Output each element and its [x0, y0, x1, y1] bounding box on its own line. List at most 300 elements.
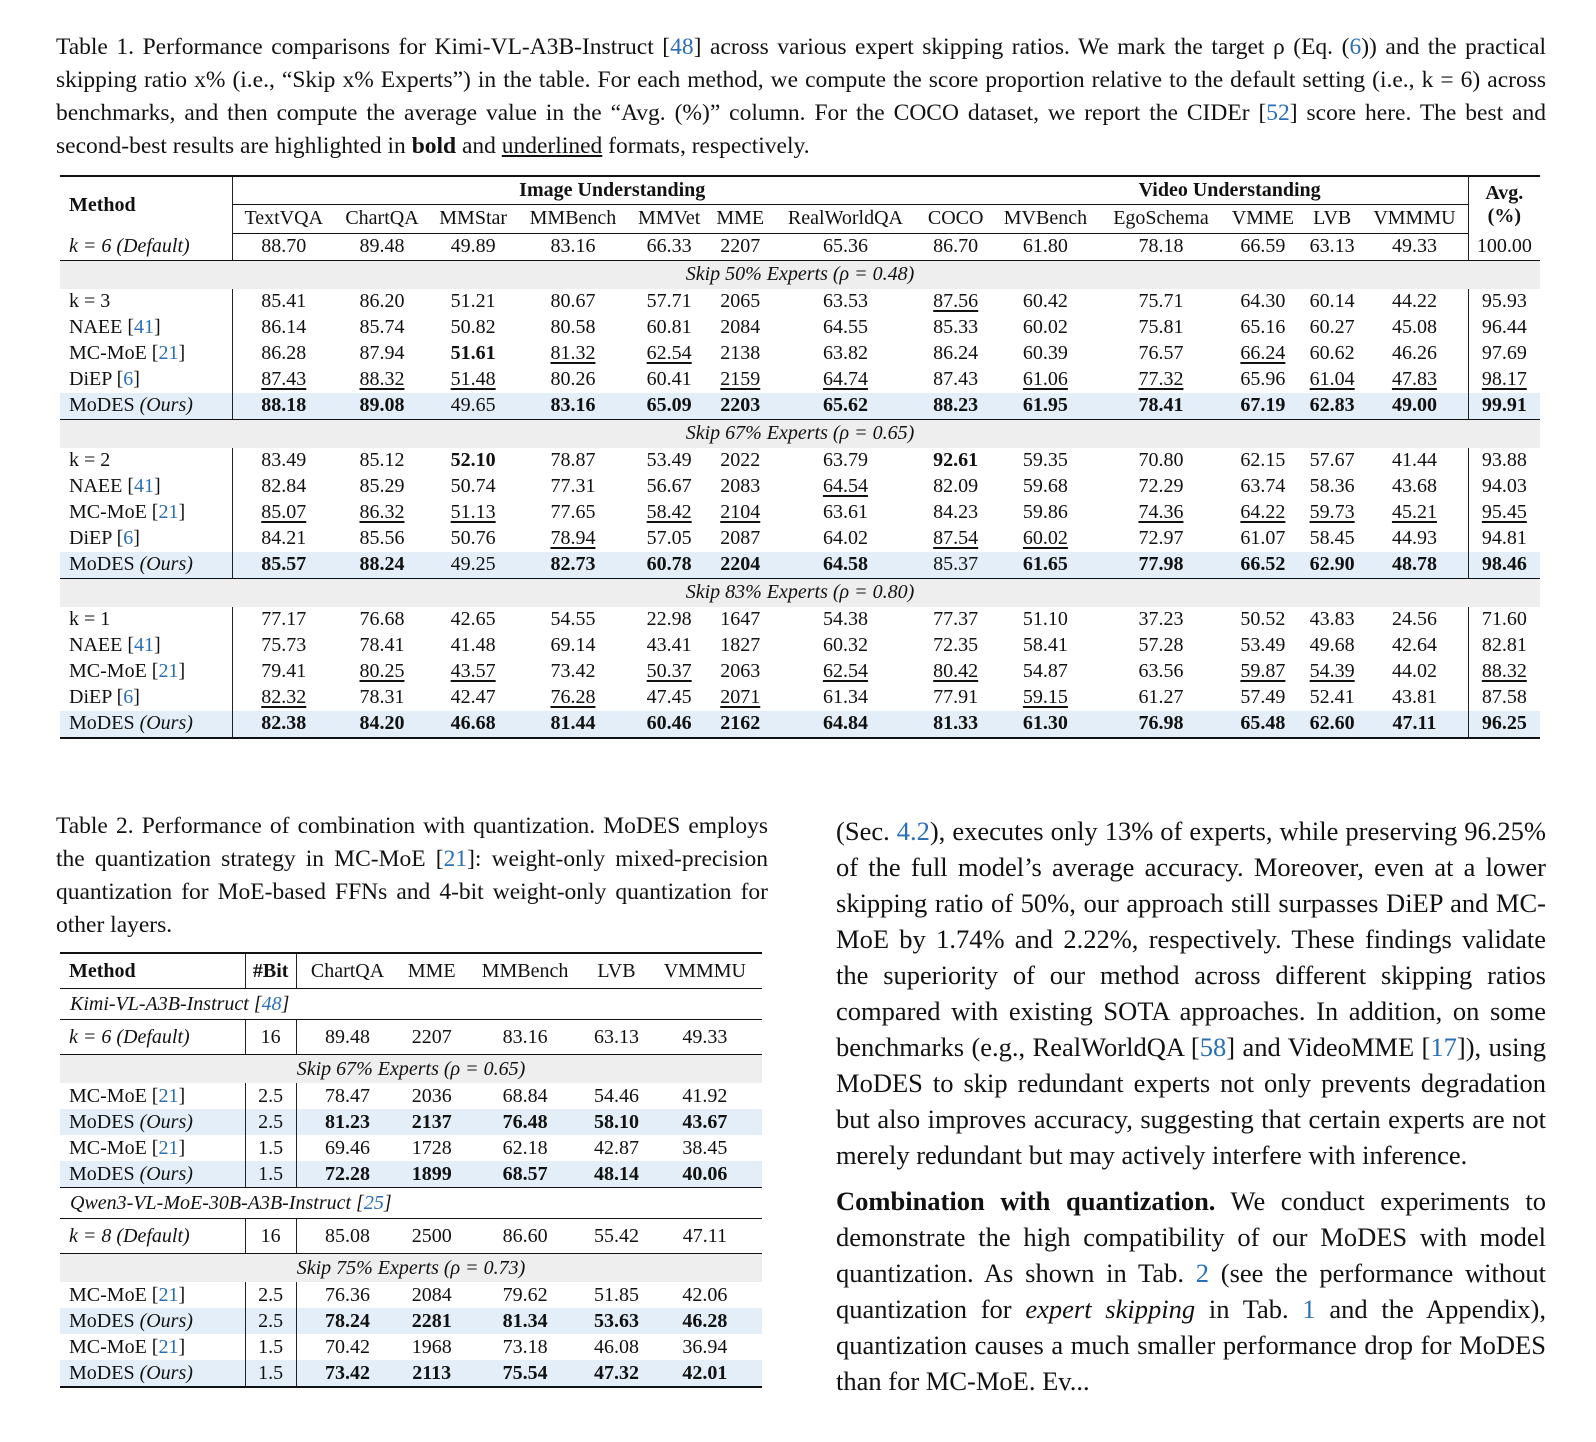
value-cell: 41.44	[1391, 449, 1437, 471]
value-cell: 63.53	[822, 290, 868, 312]
table-link[interactable]: 1	[1302, 1294, 1316, 1324]
value-cell: 47.11	[648, 1219, 762, 1254]
value-cell: 50.82	[450, 316, 496, 338]
avg-cell: 87.58	[1468, 685, 1540, 711]
avg-cell: 71.60	[1468, 607, 1540, 633]
value-cell: 59.87	[1240, 660, 1286, 682]
value-cell: 76.57	[1138, 342, 1184, 364]
column-header: MMStar	[429, 205, 517, 233]
value-cell: 82.38	[232, 711, 334, 738]
value-cell: 82.09	[933, 475, 979, 497]
value-cell: 87.54	[933, 527, 979, 549]
value-cell: 47.83	[1391, 368, 1437, 390]
value-cell: 62.15	[1240, 449, 1286, 471]
value-cell: 77.65	[550, 501, 596, 523]
value-cell: 37.23	[1138, 608, 1184, 630]
citation-link[interactable]: 21	[443, 846, 468, 872]
value-cell: 59.68	[1022, 475, 1068, 497]
value-cell: 69.14	[550, 634, 596, 656]
column-header: MMVet	[629, 205, 709, 233]
value-cell: 2159	[720, 368, 761, 390]
value-cell: 65.36	[771, 233, 920, 260]
value-cell: 85.29	[359, 475, 405, 497]
method-cell: k = 8 (Default)	[60, 1219, 245, 1254]
value-cell: 46.08	[593, 1335, 639, 1358]
value-cell: 70.42	[325, 1335, 371, 1358]
value-cell: 47.45	[646, 686, 692, 708]
value-cell: 53.49	[1240, 634, 1286, 656]
method-cell: MC-MoE [21]	[60, 1334, 245, 1360]
value-cell: 70.80	[1138, 449, 1184, 471]
value-cell: 61.34	[822, 686, 868, 708]
equation-link[interactable]: 6	[1349, 34, 1362, 60]
value-cell: 2138	[720, 342, 761, 364]
value-cell: 58.41	[1022, 634, 1068, 656]
value-cell: 59.15	[1022, 686, 1068, 708]
column-header: LVB	[1303, 205, 1361, 233]
value-cell: 42.87	[593, 1136, 639, 1159]
value-cell: 62.60	[1303, 711, 1361, 738]
value-cell: 85.37	[920, 552, 992, 579]
value-cell: 48.78	[1361, 552, 1468, 579]
method-cell: k = 1	[60, 607, 232, 633]
value-cell: 46.68	[429, 711, 517, 738]
value-cell: 60.62	[1309, 342, 1355, 364]
value-cell: 2083	[720, 475, 761, 497]
citation-link[interactable]: 48	[670, 34, 694, 60]
method-cell: MC-MoE [21]	[60, 1282, 245, 1308]
model-name: Qwen3-VL-MoE-30B-A3B-Instruct [25]	[60, 1188, 762, 1219]
value-cell: 88.32	[359, 368, 405, 390]
value-cell: 43.83	[1309, 608, 1355, 630]
table-row	[60, 393, 1540, 420]
value-cell: 60.39	[1022, 342, 1068, 364]
value-cell: 2087	[720, 527, 761, 549]
value-cell: 2137	[399, 1109, 465, 1135]
table-row	[60, 315, 1540, 341]
value-cell: 51.61	[450, 342, 496, 364]
value-cell: 82.73	[517, 552, 629, 579]
value-cell: 40.06	[648, 1161, 762, 1188]
value-cell: 64.84	[771, 711, 920, 738]
value-cell: 49.33	[1361, 233, 1468, 260]
table-link[interactable]: 2	[1195, 1258, 1210, 1288]
table-row	[60, 1360, 762, 1387]
value-cell: 63.79	[822, 449, 868, 471]
value-cell: 87.56	[933, 290, 979, 312]
bit-cell: 1.5	[245, 1135, 296, 1161]
method-cell: MoDES (Ours)	[60, 1109, 245, 1135]
column-header: RealWorldQA	[771, 205, 920, 233]
value-cell: 84.23	[933, 501, 979, 523]
value-cell: 2162	[709, 711, 771, 738]
method-cell: MoDES (Ours)	[60, 393, 232, 420]
value-cell: 86.32	[359, 501, 405, 523]
method-cell: k = 6 (Default)	[60, 1020, 245, 1055]
value-cell: 72.29	[1138, 475, 1184, 497]
column-header: VMME	[1223, 205, 1303, 233]
table2-caption: Table 2. Performance of combination with quantization. MoDES employs the quantization strategy in MC-MoE [21]: weight-only mixed-precision quantization for MoE-based FFNs and 4-bit weight-only quantization for other layers.	[56, 813, 769, 938]
value-cell: 68.84	[502, 1084, 548, 1107]
group-header-video: Video Understanding	[992, 176, 1469, 205]
value-cell: 69.46	[325, 1136, 371, 1159]
avg-cell: 93.88	[1468, 448, 1540, 474]
table-row	[60, 659, 1540, 685]
value-cell: 38.45	[682, 1136, 728, 1159]
value-cell: 58.36	[1309, 475, 1355, 497]
citation-link[interactable]: 52	[1266, 100, 1290, 126]
value-cell: 59.86	[1022, 501, 1068, 523]
value-cell: 73.42	[296, 1360, 399, 1387]
value-cell: 61.04	[1309, 368, 1355, 390]
value-cell: 60.41	[646, 368, 692, 390]
section-title: Skip 75% Experts (ρ = 0.73)	[60, 1254, 762, 1283]
citation-link[interactable]: 58	[1199, 1032, 1227, 1062]
method-cell: MC-MoE [21]	[60, 341, 232, 367]
value-cell: 2207	[709, 233, 771, 260]
value-cell: 65.16	[1240, 316, 1286, 338]
value-cell: 2281	[399, 1308, 465, 1334]
column-header: MVBench	[992, 205, 1100, 233]
model-row	[60, 989, 762, 1020]
value-cell: 78.41	[1099, 393, 1222, 420]
method-cell: MC-MoE [21]	[60, 1135, 245, 1161]
table-row	[60, 448, 1540, 474]
value-cell: 83.16	[517, 233, 629, 260]
value-cell: 45.21	[1391, 501, 1437, 523]
value-cell: 60.42	[1022, 290, 1068, 312]
bit-cell: 1.5	[245, 1360, 296, 1387]
value-cell: 2500	[399, 1219, 465, 1254]
method-cell: NAEE [41]	[60, 474, 232, 500]
value-cell: 88.18	[232, 393, 334, 420]
value-cell: 52.41	[1309, 686, 1355, 708]
value-cell: 76.28	[550, 686, 596, 708]
value-cell: 60.46	[629, 711, 709, 738]
value-cell: 72.35	[933, 634, 979, 656]
section-row	[60, 260, 1540, 289]
value-cell: 78.41	[359, 634, 405, 656]
table1	[60, 175, 1540, 739]
value-cell: 89.08	[335, 393, 430, 420]
value-cell: 73.18	[502, 1335, 548, 1358]
value-cell: 2207	[399, 1020, 465, 1055]
method-cell: DiEP [6]	[60, 685, 232, 711]
value-cell: 81.44	[517, 711, 629, 738]
value-cell: 80.25	[359, 660, 405, 682]
value-cell: 62.83	[1303, 393, 1361, 420]
method-cell: DiEP [6]	[60, 367, 232, 393]
value-cell: 65.62	[771, 393, 920, 420]
table-row	[60, 1334, 762, 1360]
value-cell: 62.90	[1303, 552, 1361, 579]
column-header: MME	[709, 205, 771, 233]
value-cell: 57.71	[646, 290, 692, 312]
value-cell: 88.70	[232, 233, 334, 260]
value-cell: 77.31	[550, 475, 596, 497]
method-header: Method	[60, 176, 232, 233]
value-cell: 2065	[720, 290, 761, 312]
value-cell: 58.42	[646, 501, 692, 523]
column-header-row	[60, 205, 1540, 233]
value-cell: 44.93	[1391, 527, 1437, 549]
value-cell: 76.68	[359, 608, 405, 630]
value-cell: 63.74	[1240, 475, 1286, 497]
method-cell: MC-MoE [21]	[60, 1083, 245, 1109]
value-cell: 49.68	[1309, 634, 1355, 656]
value-cell: 64.30	[1240, 290, 1286, 312]
method-cell: k = 2	[60, 448, 232, 474]
value-cell: 61.95	[992, 393, 1100, 420]
table-row	[60, 633, 1540, 659]
table-row	[60, 1109, 762, 1135]
value-cell: 65.48	[1223, 711, 1303, 738]
value-cell: 62.54	[822, 660, 868, 682]
section-row	[60, 578, 1540, 607]
value-cell: 86.28	[261, 342, 307, 364]
value-cell: 83.16	[465, 1020, 585, 1055]
value-cell: 50.37	[646, 660, 692, 682]
table-row	[60, 367, 1540, 393]
value-cell: 82.32	[261, 686, 307, 708]
value-cell: 72.97	[1138, 527, 1184, 549]
avg-unit: (%)	[1487, 205, 1521, 227]
value-cell: 51.13	[450, 501, 496, 523]
value-cell: 60.14	[1309, 290, 1355, 312]
value-cell: 24.56	[1391, 608, 1437, 630]
value-cell: 76.98	[1099, 711, 1222, 738]
value-cell: 64.22	[1240, 501, 1286, 523]
value-cell: 55.42	[585, 1219, 647, 1254]
value-cell: 86.20	[359, 290, 405, 312]
avg-cell: 95.45	[1468, 500, 1540, 526]
value-cell: 54.39	[1309, 660, 1355, 682]
value-cell: 67.19	[1223, 393, 1303, 420]
value-cell: 44.22	[1391, 290, 1437, 312]
value-cell: 85.56	[359, 527, 405, 549]
avg-cell: 82.81	[1468, 633, 1540, 659]
value-cell: 76.48	[465, 1109, 585, 1135]
value-cell: 2104	[720, 501, 761, 523]
value-cell: 80.58	[550, 316, 596, 338]
value-cell: 47.32	[585, 1360, 647, 1387]
table-row	[60, 1308, 762, 1334]
value-cell: 79.41	[261, 660, 307, 682]
value-cell: 41.48	[450, 634, 496, 656]
value-cell: 2084	[720, 316, 761, 338]
value-cell: 85.07	[261, 501, 307, 523]
value-cell: 87.94	[359, 342, 405, 364]
avg-label: Avg.	[1485, 182, 1524, 204]
value-cell: 65.09	[629, 393, 709, 420]
column-header: MMBench	[517, 205, 629, 233]
value-cell: 47.11	[1361, 711, 1468, 738]
value-cell: 66.33	[629, 233, 709, 260]
value-cell: 81.23	[296, 1109, 399, 1135]
bit-cell: 2.5	[245, 1282, 296, 1308]
column-header: MMBench	[465, 953, 585, 989]
value-cell: 63.13	[585, 1020, 647, 1055]
section-title: Skip 83% Experts (ρ = 0.80)	[60, 578, 1540, 607]
value-cell: 77.32	[1138, 368, 1184, 390]
value-cell: 64.58	[771, 552, 920, 579]
value-cell: 64.74	[822, 368, 868, 390]
method-cell: MoDES (Ours)	[60, 711, 232, 738]
bit-cell: 1.5	[245, 1334, 296, 1360]
citation-link[interactable]: 17	[1430, 1032, 1457, 1062]
value-cell: 84.21	[261, 527, 307, 549]
bit-cell: 2.5	[245, 1308, 296, 1334]
value-cell: 2022	[720, 449, 761, 471]
section-title: Skip 67% Experts (ρ = 0.65)	[60, 1055, 762, 1084]
value-cell: 43.81	[1391, 686, 1437, 708]
value-cell: 81.32	[550, 342, 596, 364]
value-cell: 42.47	[450, 686, 496, 708]
value-cell: 2071	[720, 686, 761, 708]
avg-cell: 96.25	[1468, 711, 1540, 738]
column-header: ChartQA	[296, 953, 399, 989]
value-cell: 51.10	[1022, 608, 1068, 630]
value-cell: 85.57	[232, 552, 334, 579]
avg-cell: 94.03	[1468, 474, 1540, 500]
value-cell: 63.56	[1138, 660, 1184, 682]
value-cell: 36.94	[682, 1335, 728, 1358]
value-cell: 2204	[709, 552, 771, 579]
column-header: ChartQA	[335, 205, 430, 233]
avg-cell: 88.32	[1468, 659, 1540, 685]
column-header: VMMMU	[1361, 205, 1468, 233]
value-cell: 48.14	[585, 1161, 647, 1188]
value-cell: 87.43	[933, 368, 979, 390]
value-cell: 85.12	[359, 449, 405, 471]
value-cell: 62.54	[646, 342, 692, 364]
model-name: Kimi-VL-A3B-Instruct [48]	[60, 989, 762, 1020]
column-header: COCO	[920, 205, 992, 233]
value-cell: 2113	[399, 1360, 465, 1387]
value-cell: 63.13	[1303, 233, 1361, 260]
value-cell: 76.36	[325, 1283, 371, 1306]
column-header: Method	[60, 953, 245, 989]
value-cell: 77.98	[1099, 552, 1222, 579]
value-cell: 89.48	[335, 233, 430, 260]
value-cell: 57.49	[1240, 686, 1286, 708]
value-cell: 49.33	[648, 1020, 762, 1055]
table-row	[60, 1083, 762, 1109]
value-cell: 86.70	[920, 233, 992, 260]
value-cell: 54.46	[593, 1084, 639, 1107]
column-header: TextVQA	[232, 205, 334, 233]
method-cell: DiEP [6]	[60, 526, 232, 552]
method-cell: NAEE [41]	[60, 315, 232, 341]
value-cell: 58.45	[1309, 527, 1355, 549]
value-cell: 50.74	[450, 475, 496, 497]
value-cell: 61.80	[992, 233, 1100, 260]
value-cell: 85.33	[933, 316, 979, 338]
value-cell: 88.24	[335, 552, 430, 579]
header-row	[60, 176, 1540, 205]
value-cell: 43.57	[450, 660, 496, 682]
bit-cell: 16	[245, 1020, 296, 1055]
group-header-image: Image Understanding	[232, 176, 991, 205]
value-cell: 77.17	[261, 608, 307, 630]
column-header: LVB	[585, 953, 647, 989]
value-cell: 89.48	[296, 1020, 399, 1055]
value-cell: 43.41	[646, 634, 692, 656]
table-row	[60, 341, 1540, 367]
value-cell: 50.52	[1240, 608, 1286, 630]
value-cell: 49.89	[429, 233, 517, 260]
table-row	[60, 474, 1540, 500]
value-cell: 2036	[411, 1084, 452, 1107]
value-cell: 1968	[411, 1335, 452, 1358]
value-cell: 66.59	[1223, 233, 1303, 260]
column-header: EgoSchema	[1099, 205, 1222, 233]
value-cell: 81.33	[920, 711, 992, 738]
value-cell: 78.87	[550, 449, 596, 471]
value-cell: 53.49	[646, 449, 692, 471]
table-row	[60, 1135, 762, 1161]
value-cell: 66.24	[1240, 342, 1286, 364]
section-link[interactable]: 4.2	[896, 816, 930, 846]
value-cell: 49.65	[429, 393, 517, 420]
value-cell: 61.30	[992, 711, 1100, 738]
table-row	[60, 289, 1540, 315]
value-cell: 75.81	[1138, 316, 1184, 338]
value-cell: 61.06	[1022, 368, 1068, 390]
table-row	[60, 1282, 762, 1308]
value-cell: 77.37	[933, 608, 979, 630]
value-cell: 2084	[411, 1283, 452, 1306]
value-cell: 78.31	[359, 686, 405, 708]
value-cell: 43.67	[648, 1109, 762, 1135]
value-cell: 46.28	[648, 1308, 762, 1334]
method-cell: MoDES (Ours)	[60, 1308, 245, 1334]
value-cell: 78.94	[550, 527, 596, 549]
value-cell: 51.21	[450, 290, 496, 312]
avg-cell: 95.93	[1468, 289, 1540, 315]
value-cell: 60.27	[1309, 316, 1355, 338]
table-row	[60, 1219, 762, 1254]
value-cell: 84.20	[335, 711, 430, 738]
value-cell: 58.10	[585, 1109, 647, 1135]
value-cell: 87.43	[261, 368, 307, 390]
method-cell: MoDES (Ours)	[60, 1161, 245, 1188]
value-cell: 72.28	[296, 1161, 399, 1188]
value-cell: 83.49	[261, 449, 307, 471]
avg-cell: 99.91	[1468, 393, 1540, 420]
value-cell: 54.55	[550, 608, 596, 630]
section-row	[60, 1254, 762, 1283]
value-cell: 57.67	[1309, 449, 1355, 471]
bit-cell: 2.5	[245, 1083, 296, 1109]
value-cell: 77.91	[933, 686, 979, 708]
value-cell: 60.78	[629, 552, 709, 579]
value-cell: 51.48	[450, 368, 496, 390]
value-cell: 59.35	[1022, 449, 1068, 471]
avg-cell: 100.00	[1468, 233, 1540, 260]
value-cell: 1647	[720, 608, 761, 630]
value-cell: 46.26	[1391, 342, 1437, 364]
value-cell: 53.63	[585, 1308, 647, 1334]
value-cell: 78.18	[1099, 233, 1222, 260]
method-cell: k = 6 (Default)	[60, 233, 232, 260]
value-cell: 60.81	[646, 316, 692, 338]
section-title: Skip 50% Experts (ρ = 0.48)	[60, 260, 1540, 289]
section-row	[60, 1055, 762, 1084]
header-row	[60, 953, 762, 989]
table-row	[60, 685, 1540, 711]
value-cell: 65.96	[1240, 368, 1286, 390]
